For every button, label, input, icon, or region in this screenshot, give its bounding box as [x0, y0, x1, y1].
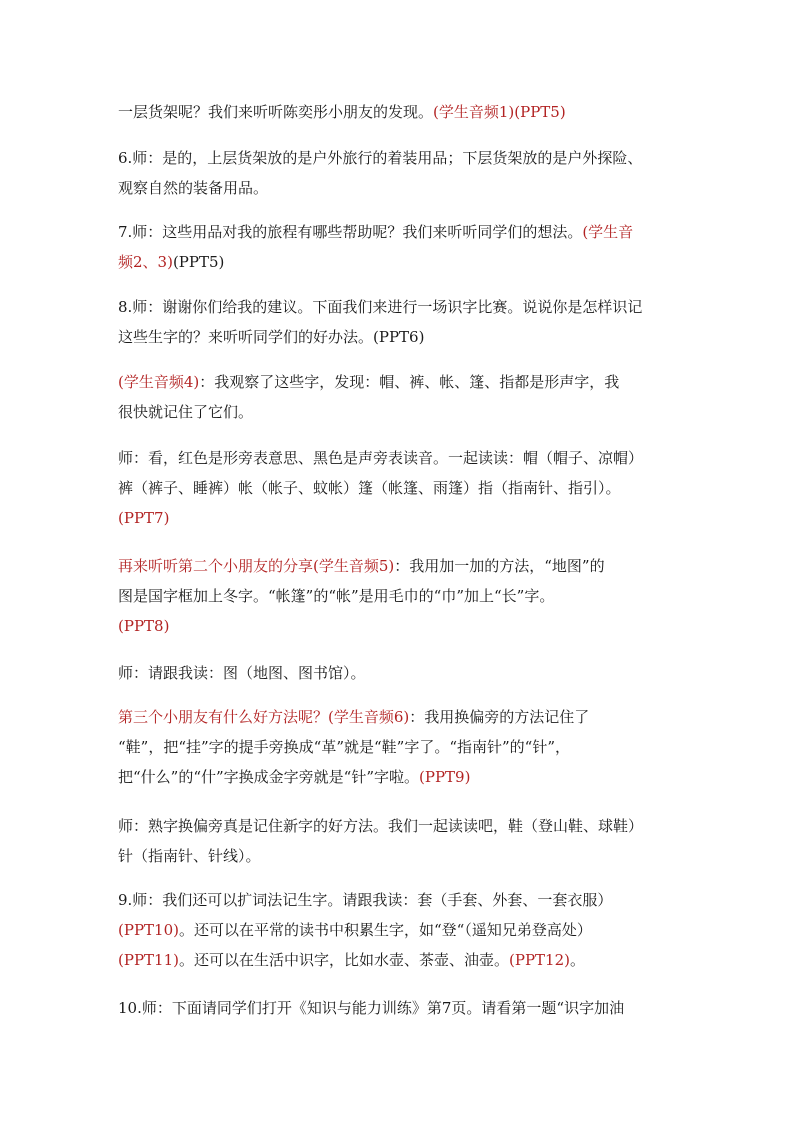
text-line	[118, 292, 688, 322]
paragraph-6	[118, 443, 688, 533]
highlighted-text: 第三个小朋友有什么好方法呢？(学生音频6)	[118, 708, 410, 726]
text-line	[118, 762, 688, 792]
highlighted-text: 频2、3)	[118, 253, 173, 271]
text-run: 师：请跟我读：图（地图、图书馆）。	[118, 664, 366, 682]
paragraph-9	[118, 702, 688, 792]
paragraph-1	[118, 97, 688, 127]
text-line	[118, 885, 688, 915]
text-line	[118, 173, 688, 203]
highlighted-text: (PPT7)	[118, 509, 170, 527]
text-run: 。还可以在平常的读书中积累生字，如“登“（遥知兄弟登高处）	[178, 921, 592, 939]
text-line	[118, 811, 688, 841]
text-line	[118, 247, 688, 277]
text-run: 这些生字的？来听听同学们的好办法。(PPT6)	[118, 328, 425, 346]
text-line	[118, 658, 688, 688]
text-run: ：我用换偏旁的方法记住了	[409, 708, 590, 726]
text-line	[118, 702, 688, 732]
text-run: 6.师：是的，上层货架放的是户外旅行的着装用品；下层货架放的是户外探险、	[118, 149, 643, 167]
text-run: 图是国字框加上冬字。“帐篷”的“帐”是用毛巾的“巾”加上“长”字。	[118, 587, 555, 605]
text-run: 8.师：谢谢你们给我的建议。下面我们来进行一场识字比赛。说说你是怎样识记	[118, 298, 643, 316]
text-line	[118, 473, 688, 503]
paragraph-3	[118, 217, 688, 277]
highlighted-text: (学生音频4)	[118, 373, 200, 391]
text-run: 一层货架呢？我们来听听陈奕彤小朋友的发现。	[118, 103, 434, 121]
highlighted-text: (PPT8)	[118, 617, 170, 635]
text-run: 很快就记住了它们。	[118, 403, 254, 421]
text-line	[118, 993, 688, 1023]
paragraph-10	[118, 811, 688, 871]
highlighted-text: (PPT9)	[419, 768, 471, 786]
text-line	[118, 551, 688, 581]
text-line	[118, 367, 688, 397]
text-run: 把“什么”的“什”字换成金字旁就是“针”字啦。	[118, 768, 420, 786]
paragraph-7	[118, 551, 688, 641]
highlighted-text: (PPT12)	[509, 951, 570, 969]
text-line	[118, 97, 688, 127]
paragraph-4	[118, 292, 688, 352]
text-run: 针（指南针、针线）。	[118, 847, 261, 865]
text-run: 7.师：这些用品对我的旅程有哪些帮助呢？我们来听听同学们的想法。	[118, 223, 583, 241]
highlighted-text: (学生音	[582, 223, 634, 241]
text-run: 9.师：我们还可以扩词法记生字。请跟我读：套（手套、外套、一套衣服）	[118, 891, 613, 909]
text-line	[118, 143, 688, 173]
paragraph-8	[118, 658, 688, 688]
highlighted-text: (学生音频1)	[433, 103, 515, 121]
text-line	[118, 611, 688, 641]
text-line	[118, 915, 688, 945]
text-run: 师：看，红色是形旁表意思、黑色是声旁表读音。一起读读：帽（帽子、凉帽）	[118, 449, 644, 467]
text-run: ：我用加一加的方法，“地图”的	[394, 557, 605, 575]
text-line	[118, 732, 688, 762]
highlighted-text: (PPT10)	[118, 921, 179, 939]
highlighted-text: 再来听听第二个小朋友的分享(学生音频5)	[118, 557, 395, 575]
paragraph-12	[118, 993, 688, 1023]
text-line	[118, 443, 688, 473]
text-line	[118, 945, 688, 975]
text-line	[118, 503, 688, 533]
paragraph-11	[118, 885, 688, 975]
text-run: 。还可以在生活中识字，比如水壶、茶壶、油壶。	[178, 951, 509, 969]
text-run: “鞋”，把“挂”字的提手旁换成“革”就是“鞋”字了。“指南针”的“针”，	[118, 738, 571, 756]
highlighted-text: (PPT11)	[118, 951, 179, 969]
text-run: ：我观察了这些字，发现：帽、裤、帐、篷、指都是形声字，我	[199, 373, 620, 391]
text-line	[118, 322, 688, 352]
paragraph-5	[118, 367, 688, 427]
text-line	[118, 217, 688, 247]
paragraph-2	[118, 143, 688, 203]
text-run: 师：熟字换偏旁真是记住新字的好方法。我们一起读读吧，鞋（登山鞋、球鞋）	[118, 817, 644, 835]
text-run: 观察自然的装备用品。	[118, 179, 269, 197]
text-run: (PPT5)	[172, 253, 225, 271]
text-run: 10.师：下面请同学们打开《知识与能力训练》第7页。请看第一题“识字加油	[118, 999, 625, 1017]
highlighted-text: (PPT5)	[514, 103, 566, 121]
text-run: 。	[569, 951, 585, 969]
text-line	[118, 581, 688, 611]
text-run: 裤（裤子、睡裤）帐（帐子、蚊帐）篷（帐篷、雨篷）指（指南针、指引）。	[118, 479, 621, 497]
text-line	[118, 841, 688, 871]
text-line	[118, 397, 688, 427]
